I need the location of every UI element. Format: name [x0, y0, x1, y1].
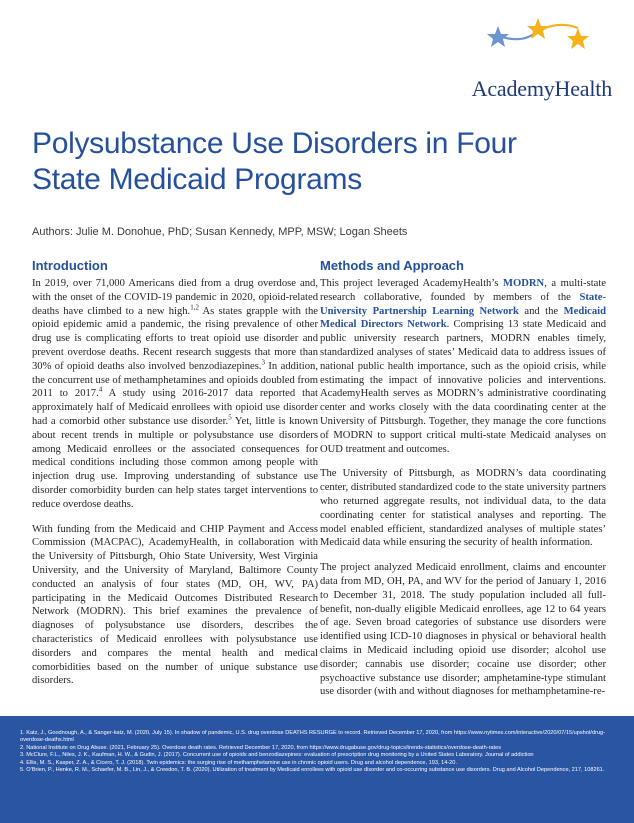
footnote-1: 1. Katz, J., Goodnough, A., & Sanger-katz, M. (2020, July 15). In shadow of pandemic, U.S. drug overdose DEATHS RESURGE to record. Retrieved December 17, 2020, from https://www.nytimes.com/interactive/2020/07/15/upshot/drug-overdose-deaths.html [20, 730, 606, 744]
academyhealth-logo [471, 14, 612, 101]
footnotes-band [0, 716, 634, 823]
authors-line: Authors: Julie M. Donohue, PhD; Susan Kennedy, MPP, MSW; Logan Sheets [32, 226, 408, 238]
methods-paragraph-1: This project leveraged AcademyHealth’s MODRN, a multi-state research collaborative, founded by members of the State-University Partnership Learning Network and the Medicaid Medical Directors Network. Comprising 13 state Medicaid and public university research partners, MODRN enables timely, standardized analyses of states’ Medicaid data to address issues of national public health importance, such as the opioid crisis, while estimating the impact of innovative policies and interventions. AcademyHealth serves as MODRN’s administrative coordinating center and works closely with the data coordinating center at the University of Pittsburgh. Together, they manage the core functions of MODRN to support critical multi-state Medicaid analyses on OUD treatment and outcomes. [320, 278, 607, 455]
modrn-link[interactable]: MODRN [503, 278, 545, 289]
logo-stars-icon [478, 14, 598, 60]
introduction-heading: Introduction [32, 258, 108, 273]
methods-paragraph-2: The University of Pittsburgh, as MODRN’s data coordinating center, distributed standardized code to the state university partners who returned aggregate results, not individual data, to the data coordinating center for statistical analyses and reporting. The model enabled efficient, standardized analyses of multiple states’ Medicaid data while ensuring the security of health information. [320, 468, 606, 549]
footnotes-list [20, 730, 614, 774]
introduction-paragraph-2: With funding from the Medicaid and CHIP Payment and Access Commission (MACPAC), AcademyHealth, in collaboration with the University of Pittsburgh, Ohio State University, West Virginia University, and the University of Maryland, Baltimore County conducted an analysis of four states (MD, OH, WV, PA) participating in the Medicaid Outcomes Distributed Research Network (MODRN). This brief examines the prevalence of diagnoses of polysubstance use disorders, describes the characteristics of Medicaid enrollees with polysubstance use disorders and compares the mental health and medical comorbidities based on the number of unique substance use disorders. [32, 523, 318, 687]
logo-wordmark: AcademyHealth [471, 76, 612, 101]
footnote-3: 3. McClure, F.L., Niles, J. K., Kaufman, H. W., & Gudin, J. (2017). Concurrent use of opioids and benzodiazepines: evaluation of prescription drug monitoring by a United States Laboratory. Journal of addiction [20, 752, 534, 759]
state-university-partnership-link[interactable]: State-University Partnership Learning Network [320, 291, 606, 317]
footnote-5: 5. O’Brien, P., Henke, R. M., Schaefer, M. B., Lin, J., & Creedon, T. B. (2020). Utilization of treatment by Medicaid enrollees with opioid use disorder and co-occurring substance use disorders. Drug and Alcohol Dependence, 217, 108261. [20, 767, 605, 774]
introduction-column [32, 258, 318, 699]
methods-column [320, 258, 606, 710]
introduction-paragraph-1: In 2019, over 71,000 Americans died from a drug overdose and, with the onset of the COVID-19 pandemic in 2020, opioid-related deaths have climbed to a new high.$^{1,2}$ As states grapple with the opioid epidemic amid a pandemic, the rising prevalence of other drug use is complicating efforts to treat opioid use disorder and prevent overdose deaths. Recent research suggests that more than 30% of opioid deaths also involved benzodiazepines.$^3$ In addition, the concurrent use of methamphetamines and opioids doubled from 2011 to 2017.$^4$ A study using 2016-2017 data reported that approximately half of Medicaid enrollees with opioid use disorder had a comorbid other substance use disorder.$^5$ Yet, little is known about recent trends in multiple or polysubstance use disorders among Medicaid enrollees or the associated consequences for medical conditions including those common among people with injection drug use. Improving understanding of substance use disorder comorbidity burden can help states target interventions to reduce overdose deaths. [32, 278, 319, 510]
page-title: Polysubstance Use Disorders in Four State Medicaid Programs [32, 127, 517, 196]
footnote-2: 2. National Institute on Drug Abuse. (2021, February 25). Overdose death rates. Retrieved December 17, 2020, from https://www.drugabuse.gov/drug-topics/trends-statistics/overdose-death-rates [20, 744, 501, 751]
methods-heading: Methods and Approach [320, 258, 464, 273]
footnote-4: 4. Ellis, M. S., Kasper, Z. A., & Cicero, T. J. (2018). Twin epidemics: the surging rise of methamphetamine use in chronic opioid users. Drug and alcohol dependence, 193, 14-20. [20, 759, 457, 766]
medicaid-medical-directors-link[interactable]: Medicaid Medical Directors Network [320, 305, 606, 331]
methods-paragraph-3: The project analyzed Medicaid enrollment, claims and encounter data from MD, OH, PA, and WV for the period of January 1, 2016 to December 31, 2018. The study population included all full-benefit, non-dually eligible Medicaid enrollees, age 12 to 64 years of age. Seven broad categories of substance use disorders were identified using ICD-10 diagnoses in physical or behavioral health claims in Medicaid including opioid use disorder; alcohol use disorder; cannabis use disorder; cocaine use disorder; other psychoactive substance use disorder; amphetamine-type stimulant use disorder (with and without diagnoses for methamphetamine-re- [320, 562, 606, 698]
